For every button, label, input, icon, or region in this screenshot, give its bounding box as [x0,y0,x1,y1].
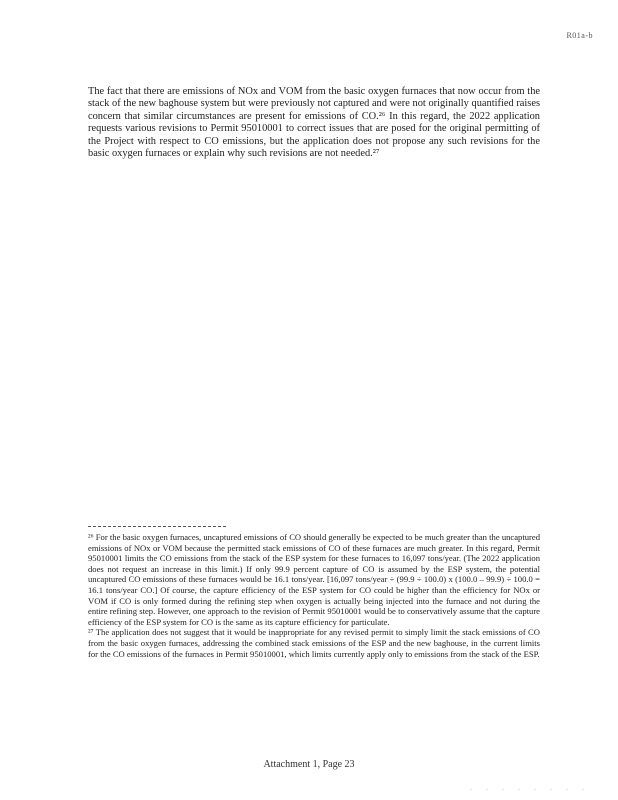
footnote-separator [88,526,226,527]
footnote-text: ²⁷ The application does not suggest that it would be inappropriate for any revised permit to simply limit the stack emissions of CO from the basic oxygen furnaces, addressing the combined stack emissions of the ESP and the new baghouse, in the current limits for the CO emissions of the furnaces in Permit 95010001, which limits currently apply only to emissions from the stack of the ESP. [88,627,540,659]
scan-artifact-dots: . . . . . . . . [470,783,590,792]
page-header-mark: R01a-b [566,31,593,40]
footnote-26 [88,532,540,627]
page-footer: Attachment 1, Page 23 [263,759,355,770]
footnote-27 [88,627,540,659]
body-paragraph: The fact that there are emissions of NOx and VOM from the basic oxygen furnaces that now occur from the stack of the new baghouse system but were previously not captured and were not originally quantified raises concern that similar circumstances are present for emissions of CO.²⁶ In this regard, the 2022 application requests various revisions to Permit 95010001 to correct issues that are posed for the original permitting of the Project with respect to CO emissions, but the application does not propose any such revisions for the basic oxygen furnaces or explain why such revisions are not needed.²⁷ [88,86,540,160]
footnotes [88,532,540,659]
footnote-text: ²⁶ For the basic oxygen furnaces, uncaptured emissions of CO should generally be expected to be much greater than the uncaptured emissions of NOx or VOM because the permitted stack emissions of CO of these furnaces are much greater. In this regard, Permit 95010001 limits the CO emissions from the stack of the ESP system for these furnaces to 16,097 tons/year. (The 2022 application does not request an increase in this limit.) If only 99.9 percent capture of CO is assumed by the ESP system, the potential uncaptured CO emissions of these furnaces would be 16.1 tons/year. [16,097 tons/year ÷ (99.9 ÷ 100.0) x (100.0 – 99.9) ÷ 100.0 = 16.1 tons/year CO.] Of course, the capture efficiency of the ESP system for CO could be higher than the efficiency for NOx or VOM if CO is only formed during the refining step when oxygen is actually being injected into the furnace and not during the entire refining step. However, one approach to the revision of Permit 95010001 would be to conservatively assume that the capture efficiency of the ESP system for CO is the same as its capture efficiency for particulate. [88,532,540,627]
